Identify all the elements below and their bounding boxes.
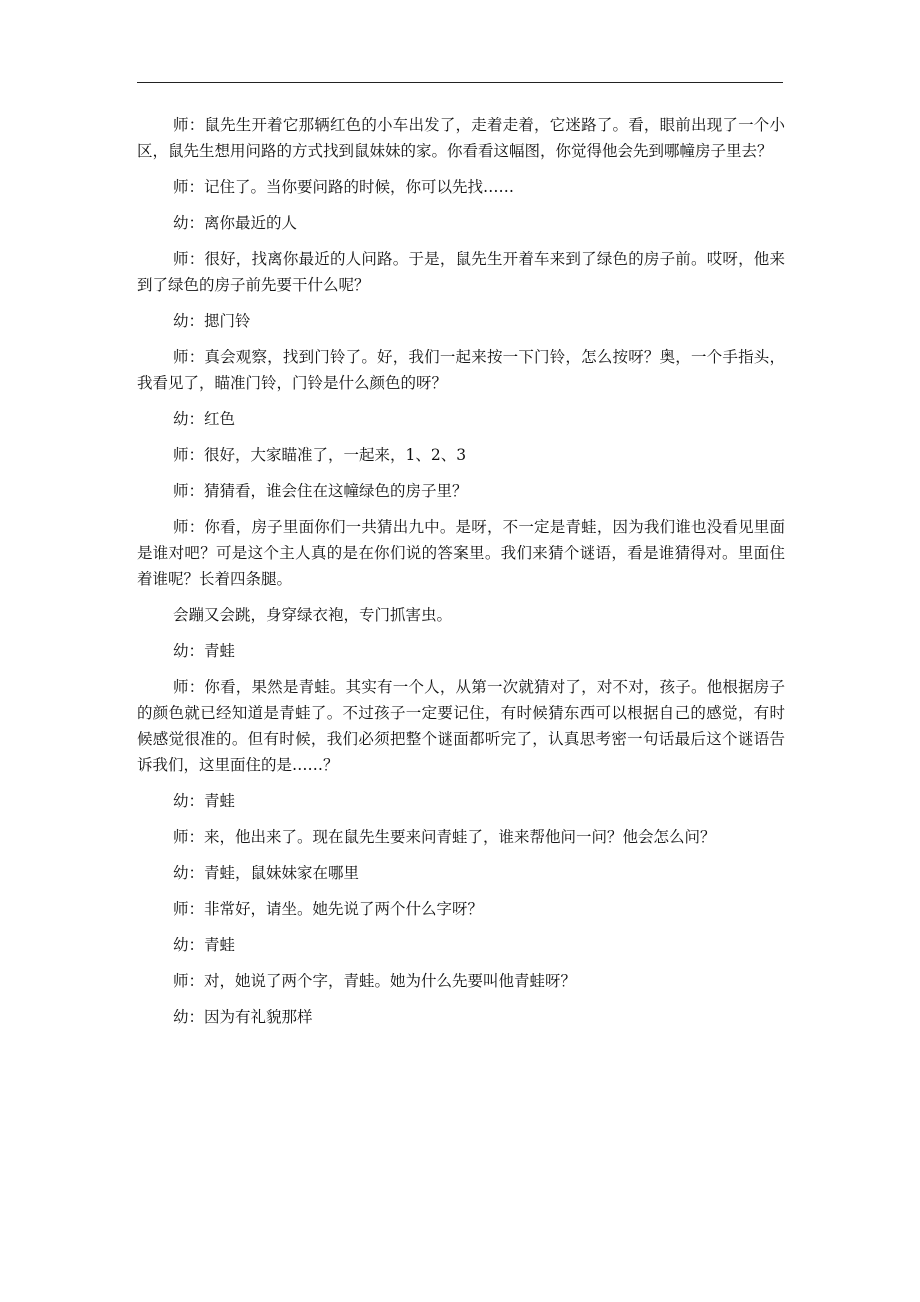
paragraph: 师：很好，找离你最近的人问路。于是，鼠先生开着车来到了绿色的房子前。哎呀，他来到了绿色的房子前先要干什么呢？ (137, 250, 785, 294)
paragraph: 师：非常好，请坐。她先说了两个什么字呀？ (173, 900, 484, 918)
paragraph: 师：猜猜看，谁会住在这幢绿色的房子里？ (173, 482, 468, 500)
paragraph: 幼：红色 (173, 410, 236, 428)
paragraph: 师：来，他出来了。现在鼠先生要来问青蛙了，谁来帮他问一问？他会怎么问？ (173, 828, 716, 846)
paragraph: 师：你看，果然是青蛙。其实有一个人，从第一次就猜对了，对不对，孩子。他根据房子的颜色就已经知道是青蛙了。不过孩子一定要记住，有时候猜东西可以根据自己的感觉，有时候感觉很准的。但有时候，我们必须把整个谜面都听完了，认真思考密一句话最后这个谜语告诉我们，这里面住的是……？ (137, 678, 785, 774)
paragraph: 师：真会观察，找到门铃了。好，我们一起来按一下门铃，怎么按呀？奥，一个手指头，我看见了，瞄准门铃，门铃是什么颜色的呀？ (137, 348, 785, 392)
paragraph: 幼：离你最近的人 (173, 214, 298, 232)
paragraph: 师：对，她说了两个字，青蛙。她为什么先要叫他青蛙呀？ (173, 972, 577, 990)
paragraph: 师：你看，房子里面你们一共猜出九中。是呀，不一定是青蛙，因为我们谁也没看见里面是谁对吧？可是这个主人真的是在你们说的答案里。我们来猜个谜语，看是谁猜得对。里面住着谁呢？长着四条腿。 (137, 518, 785, 588)
paragraph: 师：很好，大家瞄准了，一起来，1、2、3 (173, 446, 467, 464)
paragraph: 师：记住了。当你要问路的时候，你可以先找…… (173, 178, 515, 196)
paragraph: 幼：青蛙 (173, 936, 236, 954)
paragraph: 幼：青蛙 (173, 792, 236, 810)
document-body (137, 112, 785, 1040)
header-rule (137, 82, 783, 83)
paragraph: 会蹦又会跳，身穿绿衣袍，专门抓害虫。 (173, 606, 453, 624)
paragraph: 幼：因为有礼貌那样 (173, 1008, 313, 1026)
paragraph: 师：鼠先生开着它那辆红色的小车出发了，走着走着，它迷路了。看，眼前出现了一个小区，鼠先生想用问路的方式找到鼠妹妹的家。你看看这幅图，你觉得他会先到哪幢房子里去？ (137, 116, 785, 160)
paragraph: 幼：青蛙，鼠妹妹家在哪里 (173, 864, 360, 882)
paragraph: 幼：揌门铃 (173, 312, 251, 330)
paragraph: 幼：青蛙 (173, 642, 236, 660)
